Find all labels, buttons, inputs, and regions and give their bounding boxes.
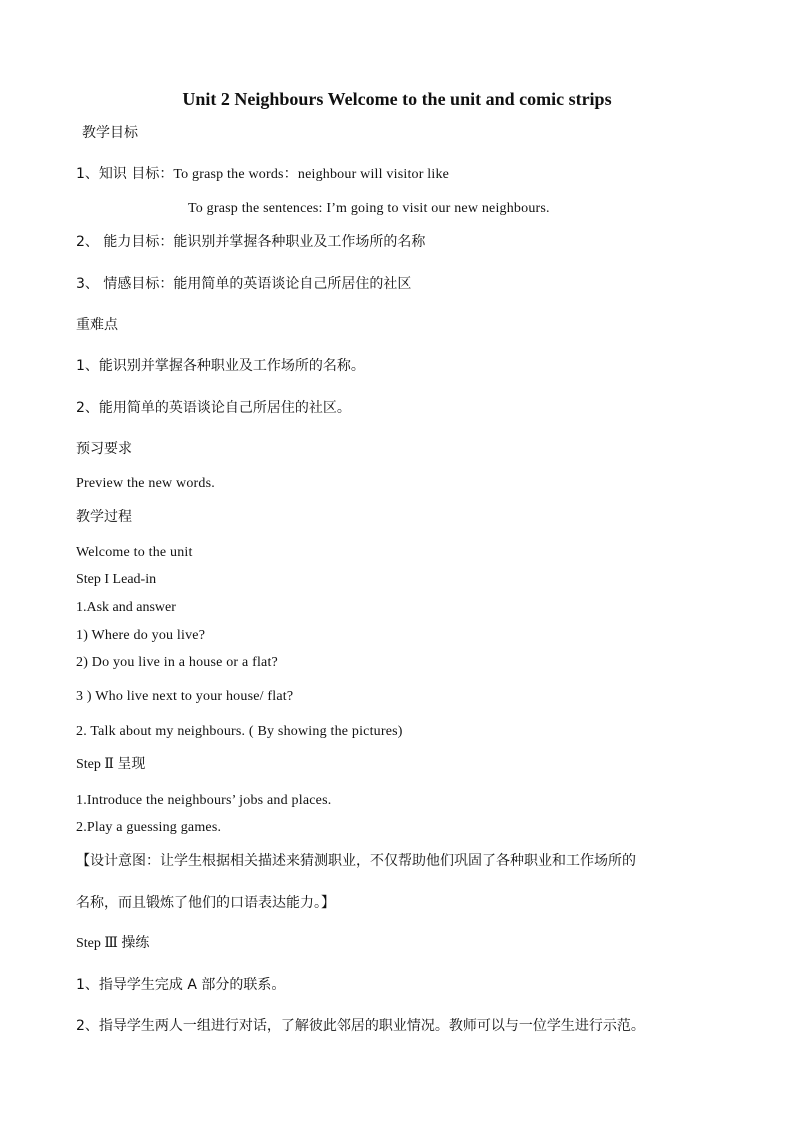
objective-ability: 2、 能力目标：能识别并掌握各种职业及工作场所的名称	[76, 234, 426, 250]
preview-text: Preview the new words.	[76, 476, 215, 491]
objectives-heading: 教学目标	[82, 125, 138, 141]
question-1: 1) Where do you live?	[76, 628, 206, 643]
question-3: 3 ) Who live next to your house/ flat?	[76, 689, 294, 704]
key-point-1: 1、能识别并掌握各种职业及工作场所的名称。	[76, 358, 365, 374]
key-point-2: 2、能用简单的英语谈论自己所居住的社区。	[76, 400, 351, 416]
process-heading: 教学过程	[76, 509, 132, 525]
objective-knowledge-sentences: To grasp the sentences: I’m going to visit our new neighbours.	[188, 201, 550, 216]
objective-emotion: 3、 情感目标：能用简单的英语谈论自己所居住的社区	[76, 276, 412, 292]
guessing-game: 2.Play a guessing games.	[76, 820, 222, 835]
design-intent-line-2: 名称，而且锻炼了他们的口语表达能力。】	[76, 895, 335, 911]
question-2: 2) Do you live in a house or a flat?	[76, 655, 278, 670]
step-2: Step Ⅱ 呈现	[76, 757, 146, 772]
ask-and-answer: 1.Ask and answer	[76, 600, 176, 615]
key-points-heading: 重难点	[76, 317, 118, 333]
practice-1: 1、指导学生完成 A 部分的联系。	[76, 977, 286, 993]
design-intent-line-1: 【设计意图：让学生根据相关描述来猜测职业，不仅帮助他们巩固了各种职业和工作场所的	[76, 853, 636, 869]
document-title: Unit 2 Neighbours Welcome to the unit and comic strips	[182, 89, 612, 109]
step-3: Step Ⅲ 操练	[76, 936, 150, 951]
objective-knowledge-prefix: 1、知识 目标：	[76, 166, 174, 182]
objective-knowledge-words	[76, 165, 449, 184]
step-1: Step I Lead-in	[76, 572, 157, 587]
objective-knowledge-words-text: To grasp the words：neighbour will visitor like	[173, 167, 450, 182]
practice-2: 2、指导学生两人一组进行对话，了解彼此邻居的职业情况。教师可以与一位学生进行示范。	[76, 1018, 645, 1034]
talk-about-neighbours: 2. Talk about my neighbours. ( By showing the pictures)	[76, 724, 403, 739]
preview-heading: 预习要求	[76, 441, 132, 457]
process-section: Welcome to the unit	[76, 545, 193, 560]
introduce-jobs: 1.Introduce the neighbours’ jobs and places.	[76, 793, 332, 808]
